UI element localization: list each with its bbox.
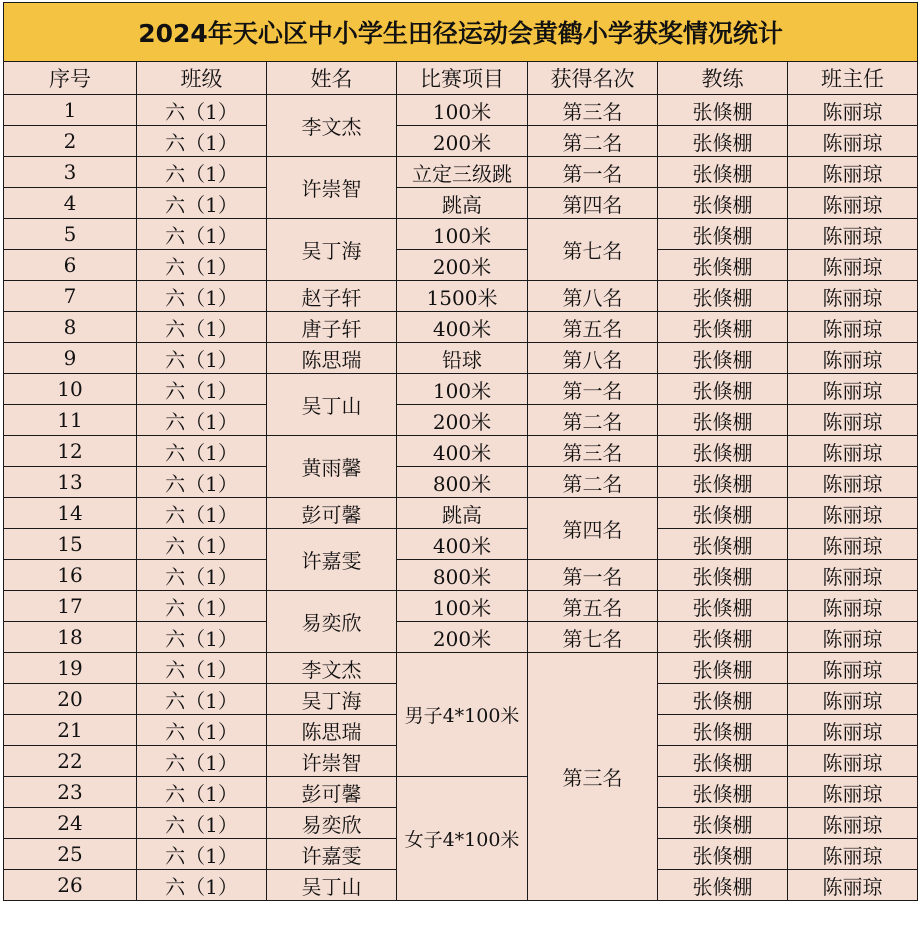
cell-class: 六（1）: [137, 560, 267, 591]
cell-class: 六（1）: [137, 405, 267, 436]
cell-event: 100米: [397, 95, 528, 126]
cell-number: 7: [4, 281, 137, 312]
cell-rank: 第八名: [528, 281, 658, 312]
cell-coach: 张倏棚: [658, 498, 788, 529]
cell-head-teacher: 陈丽琼: [788, 715, 918, 746]
table-row: [4, 374, 918, 405]
cell-number: 4: [4, 188, 137, 219]
cell-head-teacher: 陈丽琼: [788, 653, 918, 684]
cell-coach: 张倏棚: [658, 126, 788, 157]
cell-rank: 第三名: [528, 95, 658, 126]
cell-coach: 张倏棚: [658, 281, 788, 312]
cell-coach: 张倏棚: [658, 405, 788, 436]
cell-coach: 张倏棚: [658, 777, 788, 808]
cell-head-teacher: 陈丽琼: [788, 808, 918, 839]
table-row: [4, 436, 918, 467]
cell-class: 六（1）: [137, 312, 267, 343]
table-row: [4, 188, 918, 219]
cell-head-teacher: 陈丽琼: [788, 622, 918, 653]
cell-coach: 张倏棚: [658, 684, 788, 715]
table-row: [4, 653, 918, 684]
cell-coach: 张倏棚: [658, 591, 788, 622]
cell-head-teacher: 陈丽琼: [788, 250, 918, 281]
table-row: [4, 250, 918, 281]
cell-event: 100米: [397, 219, 528, 250]
cell-head-teacher: 陈丽琼: [788, 126, 918, 157]
cell-number: 9: [4, 343, 137, 374]
cell-coach: 张倏棚: [658, 436, 788, 467]
cell-student-name: 许崇智: [267, 746, 397, 777]
cell-event: 男子4*100米: [397, 653, 528, 777]
cell-student-name: 李文杰: [267, 95, 397, 157]
cell-class: 六（1）: [137, 808, 267, 839]
cell-number: 8: [4, 312, 137, 343]
cell-class: 六（1）: [137, 653, 267, 684]
cell-event: 100米: [397, 591, 528, 622]
cell-coach: 张倏棚: [658, 870, 788, 901]
cell-number: 15: [4, 529, 137, 560]
cell-number: 6: [4, 250, 137, 281]
cell-number: 19: [4, 653, 137, 684]
cell-rank: 第八名: [528, 343, 658, 374]
table-row: [4, 312, 918, 343]
cell-class: 六（1）: [137, 374, 267, 405]
cell-number: 26: [4, 870, 137, 901]
cell-head-teacher: 陈丽琼: [788, 188, 918, 219]
cell-event: 400米: [397, 312, 528, 343]
cell-class: 六（1）: [137, 157, 267, 188]
cell-head-teacher: 陈丽琼: [788, 343, 918, 374]
cell-event: 800米: [397, 560, 528, 591]
header-cell-rank: 获得名次: [528, 62, 658, 95]
table-row: [4, 777, 918, 808]
table-row: [4, 281, 918, 312]
cell-number: 11: [4, 405, 137, 436]
cell-coach: 张倏棚: [658, 250, 788, 281]
cell-event: 跳高: [397, 498, 528, 529]
cell-class: 六（1）: [137, 436, 267, 467]
cell-class: 六（1）: [137, 250, 267, 281]
cell-number: 22: [4, 746, 137, 777]
cell-coach: 张倏棚: [658, 808, 788, 839]
cell-head-teacher: 陈丽琼: [788, 777, 918, 808]
header-cell-number: 序号: [4, 62, 137, 95]
cell-number: 14: [4, 498, 137, 529]
cell-rank: 第一名: [528, 560, 658, 591]
cell-student-name: 唐子轩: [267, 312, 397, 343]
cell-rank: 第二名: [528, 405, 658, 436]
cell-coach: 张倏棚: [658, 715, 788, 746]
cell-class: 六（1）: [137, 777, 267, 808]
cell-number: 21: [4, 715, 137, 746]
cell-number: 1: [4, 95, 137, 126]
cell-class: 六（1）: [137, 95, 267, 126]
cell-number: 2: [4, 126, 137, 157]
cell-class: 六（1）: [137, 219, 267, 250]
cell-student-name: 易奕欣: [267, 591, 397, 653]
header-cell-head-teacher: 班主任: [788, 62, 918, 95]
cell-head-teacher: 陈丽琼: [788, 870, 918, 901]
cell-coach: 张倏棚: [658, 219, 788, 250]
table-row: [4, 219, 918, 250]
cell-number: 5: [4, 219, 137, 250]
cell-student-name: 吴丁山: [267, 870, 397, 901]
cell-head-teacher: 陈丽琼: [788, 684, 918, 715]
cell-event: 800米: [397, 467, 528, 498]
cell-coach: 张倏棚: [658, 157, 788, 188]
cell-head-teacher: 陈丽琼: [788, 157, 918, 188]
cell-number: 3: [4, 157, 137, 188]
cell-head-teacher: 陈丽琼: [788, 560, 918, 591]
cell-class: 六（1）: [137, 188, 267, 219]
cell-student-name: 许嘉雯: [267, 529, 397, 591]
cell-head-teacher: 陈丽琼: [788, 281, 918, 312]
table-row: [4, 591, 918, 622]
cell-class: 六（1）: [137, 126, 267, 157]
table-row: [4, 405, 918, 436]
table-row: [4, 498, 918, 529]
cell-rank: 第四名: [528, 498, 658, 560]
table-title: 2024年天心区中小学生田径运动会黄鹤小学获奖情况统计: [4, 3, 918, 62]
cell-class: 六（1）: [137, 281, 267, 312]
cell-student-name: 许崇智: [267, 157, 397, 219]
table-row: [4, 95, 918, 126]
cell-number: 10: [4, 374, 137, 405]
cell-coach: 张倏棚: [658, 529, 788, 560]
cell-event: 铅球: [397, 343, 528, 374]
table-row: [4, 343, 918, 374]
cell-class: 六（1）: [137, 498, 267, 529]
cell-student-name: 李文杰: [267, 653, 397, 684]
cell-coach: 张倏棚: [658, 622, 788, 653]
table-body: [4, 95, 918, 901]
cell-coach: 张倏棚: [658, 560, 788, 591]
table-row: [4, 157, 918, 188]
table-row: [4, 467, 918, 498]
cell-class: 六（1）: [137, 870, 267, 901]
cell-rank: 第三名: [528, 436, 658, 467]
cell-student-name: 彭可馨: [267, 777, 397, 808]
cell-coach: 张倏棚: [658, 374, 788, 405]
header-cell-class: 班级: [137, 62, 267, 95]
cell-student-name: 吴丁海: [267, 684, 397, 715]
cell-class: 六（1）: [137, 591, 267, 622]
cell-coach: 张倏棚: [658, 312, 788, 343]
cell-student-name: 陈思瑞: [267, 343, 397, 374]
cell-class: 六（1）: [137, 529, 267, 560]
table-row: [4, 529, 918, 560]
cell-coach: 张倏棚: [658, 653, 788, 684]
cell-head-teacher: 陈丽琼: [788, 498, 918, 529]
cell-head-teacher: 陈丽琼: [788, 95, 918, 126]
cell-head-teacher: 陈丽琼: [788, 374, 918, 405]
title-row: [4, 3, 918, 62]
table-row: [4, 560, 918, 591]
cell-rank: 第二名: [528, 467, 658, 498]
cell-student-name: 彭可馨: [267, 498, 397, 529]
cell-event: 400米: [397, 436, 528, 467]
cell-head-teacher: 陈丽琼: [788, 839, 918, 870]
header-row: [4, 62, 918, 95]
cell-number: 12: [4, 436, 137, 467]
cell-number: 24: [4, 808, 137, 839]
cell-event: 100米: [397, 374, 528, 405]
cell-event: 200米: [397, 622, 528, 653]
header-cell-event: 比赛项目: [397, 62, 528, 95]
cell-rank: 第五名: [528, 312, 658, 343]
header-cell-name: 姓名: [267, 62, 397, 95]
cell-coach: 张倏棚: [658, 467, 788, 498]
cell-number: 20: [4, 684, 137, 715]
cell-rank: 第四名: [528, 188, 658, 219]
cell-student-name: 许嘉雯: [267, 839, 397, 870]
cell-coach: 张倏棚: [658, 95, 788, 126]
cell-head-teacher: 陈丽琼: [788, 312, 918, 343]
cell-student-name: 赵子轩: [267, 281, 397, 312]
cell-head-teacher: 陈丽琼: [788, 436, 918, 467]
cell-class: 六（1）: [137, 684, 267, 715]
cell-rank: 第七名: [528, 219, 658, 281]
cell-class: 六（1）: [137, 746, 267, 777]
cell-student-name: 易奕欣: [267, 808, 397, 839]
cell-head-teacher: 陈丽琼: [788, 529, 918, 560]
cell-rank: 第三名: [528, 653, 658, 901]
cell-student-name: 吴丁山: [267, 374, 397, 436]
cell-event: 400米: [397, 529, 528, 560]
cell-student-name: 吴丁海: [267, 219, 397, 281]
cell-rank: 第一名: [528, 157, 658, 188]
cell-class: 六（1）: [137, 839, 267, 870]
cell-event: 跳高: [397, 188, 528, 219]
cell-event: 立定三级跳: [397, 157, 528, 188]
cell-event: 200米: [397, 126, 528, 157]
cell-head-teacher: 陈丽琼: [788, 405, 918, 436]
cell-coach: 张倏棚: [658, 839, 788, 870]
cell-rank: 第五名: [528, 591, 658, 622]
awards-table: [3, 2, 918, 901]
table-row: [4, 622, 918, 653]
cell-number: 18: [4, 622, 137, 653]
cell-number: 17: [4, 591, 137, 622]
table-row: [4, 126, 918, 157]
cell-student-name: 黄雨馨: [267, 436, 397, 498]
cell-event: 200米: [397, 405, 528, 436]
cell-class: 六（1）: [137, 715, 267, 746]
cell-coach: 张倏棚: [658, 746, 788, 777]
cell-head-teacher: 陈丽琼: [788, 219, 918, 250]
cell-class: 六（1）: [137, 622, 267, 653]
cell-rank: 第二名: [528, 126, 658, 157]
cell-number: 25: [4, 839, 137, 870]
cell-rank: 第一名: [528, 374, 658, 405]
cell-class: 六（1）: [137, 467, 267, 498]
cell-head-teacher: 陈丽琼: [788, 591, 918, 622]
header-cell-coach: 教练: [658, 62, 788, 95]
cell-event: 200米: [397, 250, 528, 281]
cell-number: 23: [4, 777, 137, 808]
cell-number: 13: [4, 467, 137, 498]
cell-head-teacher: 陈丽琼: [788, 746, 918, 777]
cell-rank: 第七名: [528, 622, 658, 653]
cell-coach: 张倏棚: [658, 188, 788, 219]
cell-class: 六（1）: [137, 343, 267, 374]
cell-head-teacher: 陈丽琼: [788, 467, 918, 498]
cell-coach: 张倏棚: [658, 343, 788, 374]
cell-event: 1500米: [397, 281, 528, 312]
cell-student-name: 陈思瑞: [267, 715, 397, 746]
cell-number: 16: [4, 560, 137, 591]
cell-event: 女子4*100米: [397, 777, 528, 901]
